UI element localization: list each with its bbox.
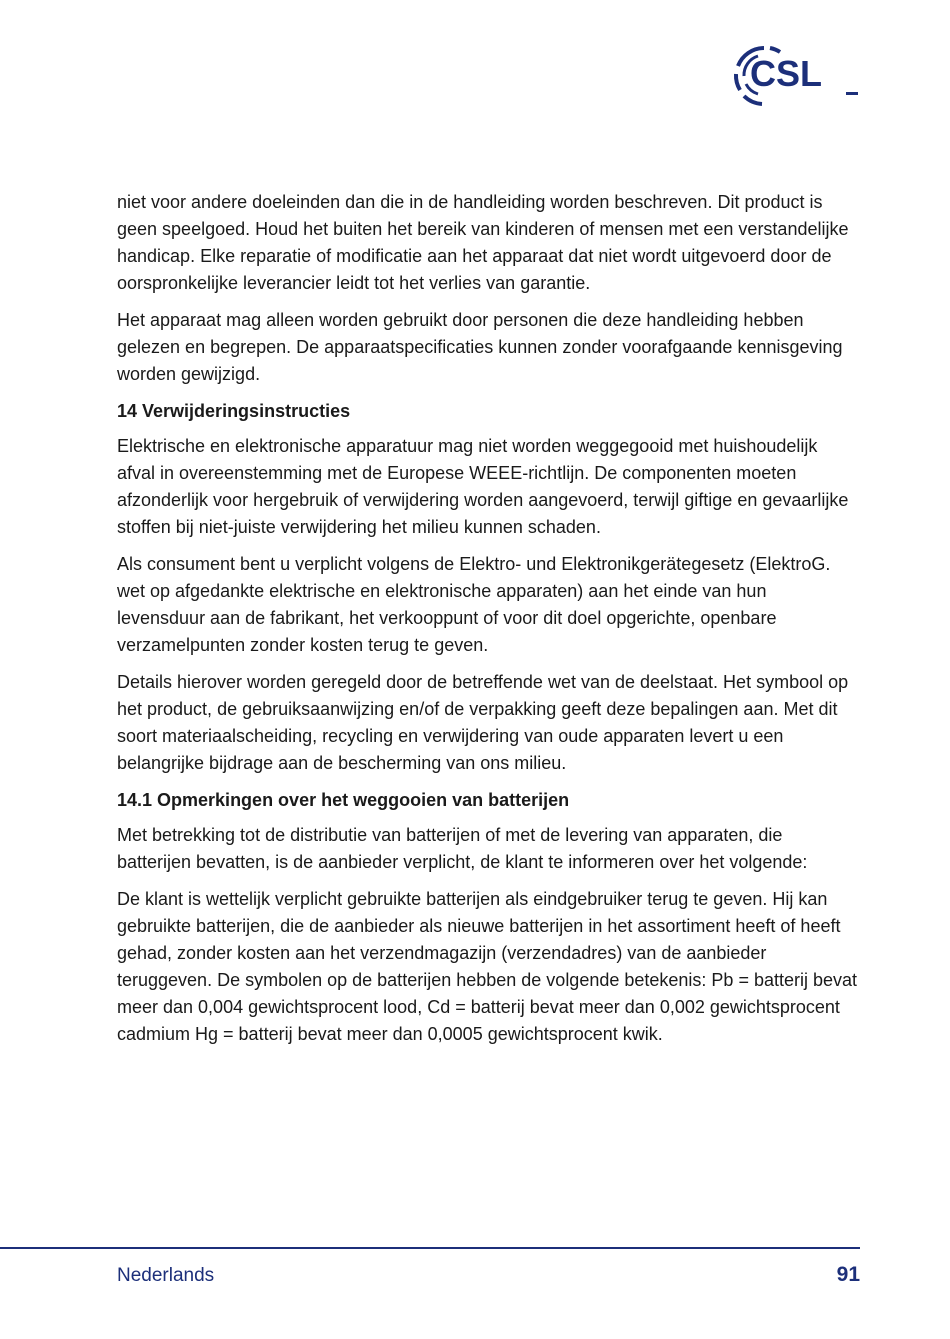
paragraph: Elektrische en elektronische apparatuur mag niet worden weggegooid met huishoudelijk afval in overeenstemming met de Europese WEEE-richtlijn. De componenten moeten afzonderlijk voor hergebruik of verwijdering worden aangevoerd, terwijl giftige en gevaarlijke stoffen bij niet-juiste verwijdering het milieu kunnen schaden.	[117, 436, 849, 537]
csl-logo-mark	[728, 40, 868, 112]
footer-divider	[0, 1247, 860, 1249]
csl-logo	[728, 40, 868, 112]
page-number: 91	[836, 1263, 860, 1286]
paragraph: Details hierover worden geregeld door de betreffende wet van de deelstaat. Het symbool op het product, de gebruiksaanwijzing en/of de verpakking geeft deze bepalingen aan. Met dit soort materiaalscheiding, recycling en verwijdering van oude apparaten levert u een belangrijke bijdrage aan de bescherming van ons milieu.	[117, 672, 849, 773]
paragraph: Met betrekking tot de distributie van batterijen of met de levering van apparaten, die batterijen bevatten, is de aanbieder verplicht, de klant te informeren over het volgende:	[117, 825, 808, 872]
paragraph: Het apparaat mag alleen worden gebruikt door personen die deze handleiding hebben gelezen en begrepen. De apparaatspecificaties kunnen zonder voorafgaande kennisgeving worden gewijzigd.	[117, 310, 843, 384]
footer-language: Nederlands	[117, 1265, 215, 1286]
paragraph: De klant is wettelijk verplicht gebruikte batterijen als eindgebruiker terug te geven. Hij kan gebruikte batterijen, die de aanbieder als nieuwe batterijen in het assortiment heeft of heeft gehad, zonder kosten aan het verzendmagazijn (verzendadres) van de aanbieder teruggeven. De symbolen op de batterijen hebben de volgende betekenis: Pb = batterij bevat meer dan 0,004 gewichtsprocent lood, Cd = batterij bevat meer dan 0,002 gewichtsprocent cadmium Hg = batterij bevat meer dan 0,0005 gewichtsprocent kwik.	[117, 889, 858, 1044]
page-content	[117, 189, 859, 1058]
section-heading: 14 Verwijderingsinstructies	[117, 401, 351, 421]
logo-letters: CSL	[750, 53, 822, 94]
paragraph: niet voor andere doeleinden dan die in de handleiding worden beschreven. Dit product is geen speelgoed. Houd het buiten het bereik van kinderen of mensen met een verstandelijke handicap. Elke reparatie of modificatie aan het apparaat dat niet wordt uitgevoerd door de oorspronkelijke leverancier leidt tot het verlies van garantie.	[117, 192, 849, 293]
subsection-heading: 14.1 Opmerkingen over het weggooien van batterijen	[117, 790, 570, 810]
paragraph: Als consument bent u verplicht volgens de Elektro- und Elektronikgerätegesetz (ElektroG. wet op afgedankte elektrische en elektronische apparaten) aan het einde van hun levensduur aan de fabrikant, het verkooppunt of voor dit doel opgerichte, openbare verzamelpunten zonder kosten terug te geven.	[117, 554, 831, 655]
